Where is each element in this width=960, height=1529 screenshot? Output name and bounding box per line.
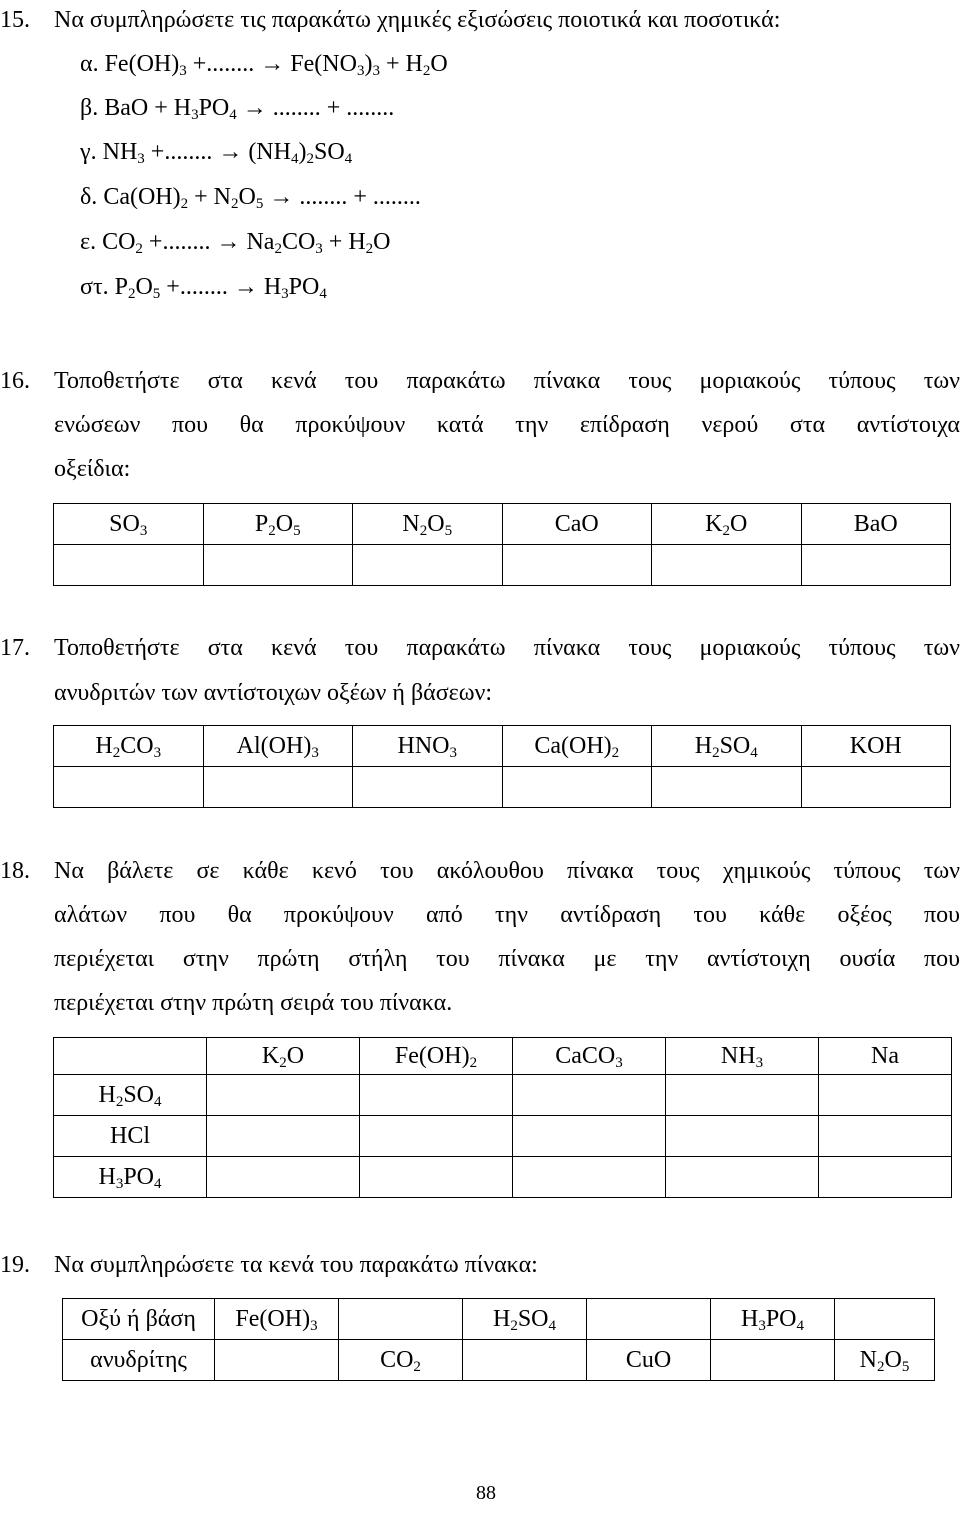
q19-row-label: ανυδρίτης xyxy=(63,1340,215,1381)
q19-cell[interactable] xyxy=(835,1299,935,1340)
q16-header-cell: $N_2O_5$ xyxy=(353,504,503,545)
q18-answer-cell[interactable] xyxy=(819,1157,952,1198)
equation-label: α. xyxy=(80,51,105,77)
q17-answer-cell[interactable] xyxy=(353,767,503,808)
q19-cell: $H_2SO_4$ xyxy=(463,1299,587,1340)
q19-cell: $N_2O_5$ xyxy=(835,1340,935,1381)
q18-row xyxy=(54,1157,952,1198)
q18-table xyxy=(53,1037,952,1198)
q16-number: 16. xyxy=(0,368,30,394)
equation-text: BaO + $H_3PO_4$ → ........ + ........ xyxy=(104,95,395,123)
q18-answer-cell[interactable] xyxy=(360,1075,513,1116)
equation-label: στ. xyxy=(80,274,115,300)
q16-answer-cell[interactable] xyxy=(652,545,802,586)
q18-row-header: $H_2SO_4$ xyxy=(54,1075,207,1116)
q18-number: 18. xyxy=(0,858,30,884)
q16-header-cell: $P_2O_5$ xyxy=(203,504,353,545)
q18-header-row xyxy=(54,1038,952,1075)
q19-row-label: Οξύ ή βάση xyxy=(63,1299,215,1340)
q17-answer-cell[interactable] xyxy=(54,767,204,808)
equation-text: $NH_3$ +........ → $(NH_4)_2SO_4$ xyxy=(102,139,353,167)
q16-header-cell: BaO xyxy=(801,504,951,545)
q17-header-cell: KOH xyxy=(801,726,951,767)
q18-line-1: Να βάλετε σε κάθε κενό του ακόλουθου πίνακα τους χημικούς τύπους των xyxy=(54,858,960,884)
q19-table xyxy=(62,1298,935,1381)
q19-cell: $Fe(OH)_3$ xyxy=(215,1299,339,1340)
q19-cell: $H_3PO_4$ xyxy=(711,1299,835,1340)
q17-header-cell: $H_2CO_3$ xyxy=(54,726,204,767)
equation-label: β. xyxy=(80,95,105,121)
q18-row xyxy=(54,1075,952,1116)
q17-line-2: ανυδριτών των αντίστοιχων οξέων ή βάσεων: xyxy=(54,680,493,706)
q15-number: 15. xyxy=(0,7,30,33)
q18-answer-cell[interactable] xyxy=(819,1116,952,1157)
q15-equation xyxy=(80,184,421,212)
q17-header-cell: $Al(OH)_3$ xyxy=(203,726,353,767)
q19-cell[interactable] xyxy=(339,1299,463,1340)
q16-answer-cell[interactable] xyxy=(502,545,652,586)
q19-anhydride-row xyxy=(63,1340,935,1381)
equation-text: $CO_2$ +........ → $Na_2CO_3 + H_2O$ xyxy=(102,229,391,257)
q18-row-header: $H_3PO_4$ xyxy=(54,1157,207,1198)
q18-answer-cell[interactable] xyxy=(207,1116,360,1157)
q18-answer-cell[interactable] xyxy=(666,1157,819,1198)
q19-cell[interactable] xyxy=(587,1299,711,1340)
q16-header-cell: CaO xyxy=(502,504,652,545)
q16-answer-cell[interactable] xyxy=(801,545,951,586)
q17-header-cell: $Ca(OH)_2$ xyxy=(502,726,652,767)
q17-header-cell: $HNO_3$ xyxy=(353,726,503,767)
q17-answer-cell[interactable] xyxy=(502,767,652,808)
equation-text: $Ca(OH)_2 + N_2O_5$ → ........ + ........ xyxy=(103,184,421,212)
q18-line-3: περιέχεται στην πρώτη στήλη του πίνακα με την αντίστοιχη ουσία που xyxy=(54,946,960,972)
equation-label: δ. xyxy=(80,184,104,210)
q18-column-header: $Fe(OH)_2$ xyxy=(360,1038,513,1075)
q18-answer-cell[interactable] xyxy=(207,1075,360,1116)
q19-cell: $CO_2$ xyxy=(339,1340,463,1381)
equation-label: γ. xyxy=(80,139,103,165)
q16-table xyxy=(53,503,951,586)
q18-column-header: $NH_3$ xyxy=(666,1038,819,1075)
q15-equation xyxy=(80,274,327,302)
q18-answer-cell[interactable] xyxy=(360,1157,513,1198)
q15-equation xyxy=(80,95,395,123)
page-number: 88 xyxy=(476,1482,496,1504)
q18-column-header: $K_2O$ xyxy=(207,1038,360,1075)
q18-answer-cell[interactable] xyxy=(513,1075,666,1116)
q19-cell[interactable] xyxy=(215,1340,339,1381)
q19-cell[interactable] xyxy=(711,1340,835,1381)
q16-answer-cell[interactable] xyxy=(203,545,353,586)
q16-answer-cell[interactable] xyxy=(353,545,503,586)
q18-corner-cell[interactable] xyxy=(54,1038,207,1075)
q17-answer-row xyxy=(54,767,951,808)
equation-text: $Fe(OH)_3$ +........ → $Fe(NO_3)_3 + H_2O$ xyxy=(104,51,448,79)
equation-text: $P_2O_5$ +........ → $H_3PO_4$ xyxy=(114,274,327,302)
q19-acid-base-row xyxy=(63,1299,935,1340)
q18-row xyxy=(54,1116,952,1157)
q15-equation xyxy=(80,229,391,257)
q19-cell[interactable] xyxy=(463,1340,587,1381)
q16-line-2: ενώσεων που θα προκύψουν κατά την επίδραση νερού στα αντίστοιχα xyxy=(54,412,960,438)
q19-title: Να συμπληρώσετε τα κενά του παρακάτω πίνακα: xyxy=(54,1252,538,1278)
q16-header-row xyxy=(54,504,951,545)
q16-answer-cell[interactable] xyxy=(54,545,204,586)
q18-answer-cell[interactable] xyxy=(513,1157,666,1198)
q18-column-header: CaCO$_3$ xyxy=(513,1038,666,1075)
q16-answer-row xyxy=(54,545,951,586)
q18-answer-cell[interactable] xyxy=(666,1116,819,1157)
q19-cell: CuO xyxy=(587,1340,711,1381)
q15-equation xyxy=(80,139,353,167)
q18-line-2: αλάτων που θα προκύψουν από την αντίδραση του κάθε οξέος που xyxy=(54,902,960,928)
q16-line-3: οξείδια: xyxy=(54,456,131,482)
q18-answer-cell[interactable] xyxy=(207,1157,360,1198)
q18-line-4: περιέχεται στην πρώτη σειρά του πίνακα. xyxy=(54,990,453,1016)
equation-label: ε. xyxy=(80,229,103,255)
q17-answer-cell[interactable] xyxy=(203,767,353,808)
q17-answer-cell[interactable] xyxy=(801,767,951,808)
q17-header-cell: $H_2SO_4$ xyxy=(652,726,802,767)
q19-number: 19. xyxy=(0,1252,30,1278)
q18-row-header: HCl xyxy=(54,1116,207,1157)
q18-answer-cell[interactable] xyxy=(666,1075,819,1116)
q18-answer-cell[interactable] xyxy=(513,1116,666,1157)
q17-table xyxy=(53,725,951,808)
q15-title: Να συμπληρώσετε τις παρακάτω χημικές εξισώσεις ποιοτικά και ποσοτικά: xyxy=(54,7,781,33)
q16-header-cell: $K_2O$ xyxy=(652,504,802,545)
q17-answer-cell[interactable] xyxy=(652,767,802,808)
q17-number: 17. xyxy=(0,635,30,661)
q16-line-1: Τοποθετήστε στα κενά του παρακάτω πίνακα τους μοριακούς τύπους των xyxy=(54,368,960,394)
q15-equation xyxy=(80,51,448,79)
q17-line-1: Τοποθετήστε στα κενά του παρακάτω πίνακα τους μοριακούς τύπους των xyxy=(54,635,960,661)
q16-header-cell: $SO_3$ xyxy=(54,504,204,545)
q18-answer-cell[interactable] xyxy=(360,1116,513,1157)
q18-answer-cell[interactable] xyxy=(819,1075,952,1116)
q18-column-header: Na xyxy=(819,1038,952,1075)
q17-header-row xyxy=(54,726,951,767)
